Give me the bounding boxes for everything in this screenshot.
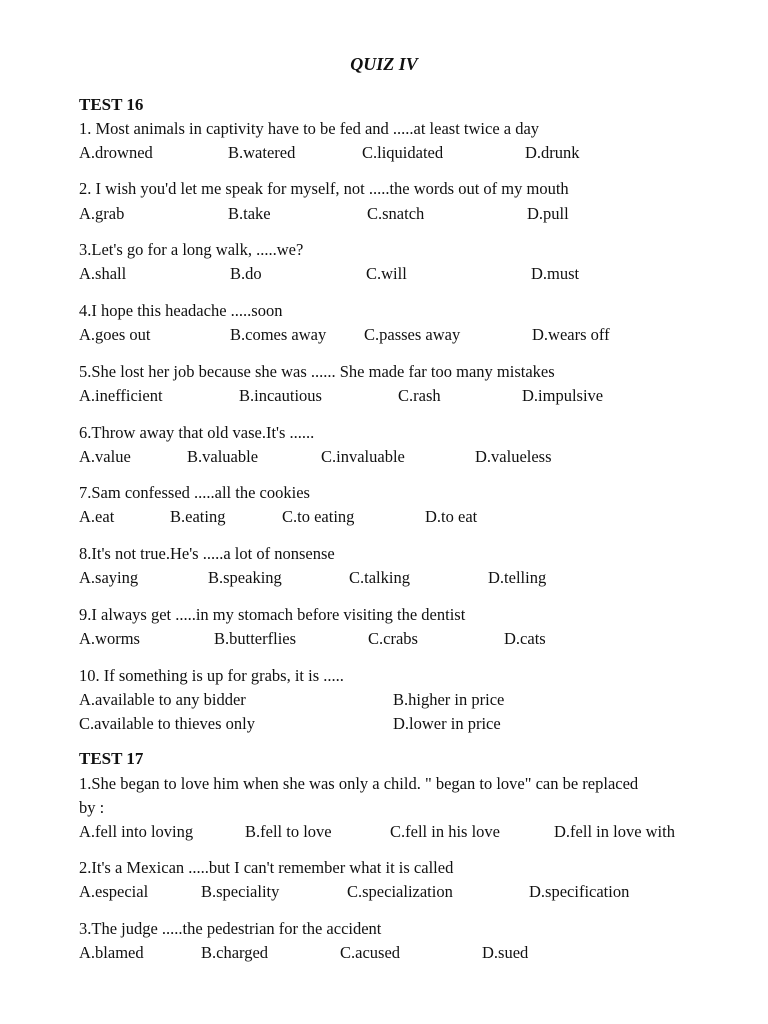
option-c: C.liquidated — [362, 143, 444, 162]
option-a: A.inefficient — [79, 386, 163, 405]
question-text: 1. Most animals in captivity have to be fed and .....at least twice a day — [79, 119, 540, 138]
option-c: C.crabs — [368, 629, 418, 648]
option-c: C.invaluable — [321, 447, 405, 466]
option-c: C.acused — [340, 943, 401, 962]
option-d: D.drunk — [525, 143, 580, 162]
option-a: A.especial — [79, 882, 149, 901]
option-b: B.speciality — [201, 882, 280, 901]
option-d: D.to eat — [425, 507, 478, 526]
option-b: B.eating — [170, 507, 226, 526]
option-d: D.sued — [482, 943, 529, 962]
option-c: C.will — [366, 264, 407, 283]
option-c: C.passes away — [364, 325, 461, 344]
option-b: B.watered — [228, 143, 296, 162]
option-b: B.take — [228, 204, 271, 223]
option-b: B.valuable — [187, 447, 259, 466]
question-text: 2. I wish you'd let me speak for myself, not .....the words out of my mouth — [79, 179, 569, 198]
option-d: D.impulsive — [522, 386, 604, 405]
option-a: A.shall — [79, 264, 127, 283]
option-a: A.worms — [79, 629, 140, 648]
option-d: D.fell in love with — [554, 822, 675, 841]
option-a: A.goes out — [79, 325, 151, 344]
option-c: C.talking — [349, 568, 410, 587]
question-text: 2.It's a Mexican .....but I can't remember what it is called — [79, 858, 454, 877]
option-b: B.speaking — [208, 568, 282, 587]
question-text: 8.It's not true.He's .....a lot of nonsense — [79, 544, 335, 563]
option-a: A.grab — [79, 204, 125, 223]
option-c: C.snatch — [367, 204, 425, 223]
option-b: B.fell to love — [245, 822, 332, 841]
question-text: 1.She began to love him when she was only a child. " began to love" can be replaced — [79, 774, 639, 793]
option-d: D.specification — [529, 882, 630, 901]
option-d: D.cats — [504, 629, 546, 648]
option-c: C.rash — [398, 386, 441, 405]
section-heading-test16: TEST 16 — [79, 95, 144, 114]
question-text: 4.I hope this headache .....soon — [79, 301, 283, 320]
option-a: A.saying — [79, 568, 139, 587]
question-text: 5.She lost her job because she was ...... She made far too many mistakes — [79, 362, 555, 381]
option-a: A.drowned — [79, 143, 153, 162]
question-text: 3.The judge .....the pedestrian for the accident — [79, 919, 382, 938]
option-d: D.lower in price — [393, 714, 501, 733]
option-d: D.wears off — [532, 325, 610, 344]
question-text: 9.I always get .....in my stomach before visiting the dentist — [79, 605, 466, 624]
question-text: 6.Throw away that old vase.It's ...... — [79, 423, 315, 442]
option-c: C.to eating — [282, 507, 355, 526]
option-d: D.must — [531, 264, 580, 283]
option-a: A.fell into loving — [79, 822, 194, 841]
option-d: D.valueless — [475, 447, 552, 466]
option-b: B.higher in price — [393, 690, 505, 709]
option-b: B.charged — [201, 943, 269, 962]
option-c: C.available to thieves only — [79, 714, 255, 733]
option-a: A.available to any bidder — [79, 690, 246, 709]
section-heading-test17: TEST 17 — [79, 749, 144, 768]
option-a: A.eat — [79, 507, 115, 526]
option-c: C.specialization — [347, 882, 453, 901]
option-a: A.blamed — [79, 943, 144, 962]
option-a: A.value — [79, 447, 131, 466]
option-b: B.incautious — [239, 386, 322, 405]
option-d: D.pull — [527, 204, 569, 223]
option-c: C.fell in his love — [390, 822, 500, 841]
option-b: B.comes away — [230, 325, 327, 344]
page-title: QUIZ IV — [350, 54, 418, 74]
option-b: B.do — [230, 264, 262, 283]
question-text: 10. If something is up for grabs, it is ..... — [79, 666, 344, 685]
option-b: B.butterflies — [214, 629, 297, 648]
question-text-continued: by : — [79, 798, 105, 817]
question-text: 3.Let's go for a long walk, .....we? — [79, 240, 304, 259]
option-d: D.telling — [488, 568, 547, 587]
question-text: 7.Sam confessed .....all the cookies — [79, 483, 310, 502]
